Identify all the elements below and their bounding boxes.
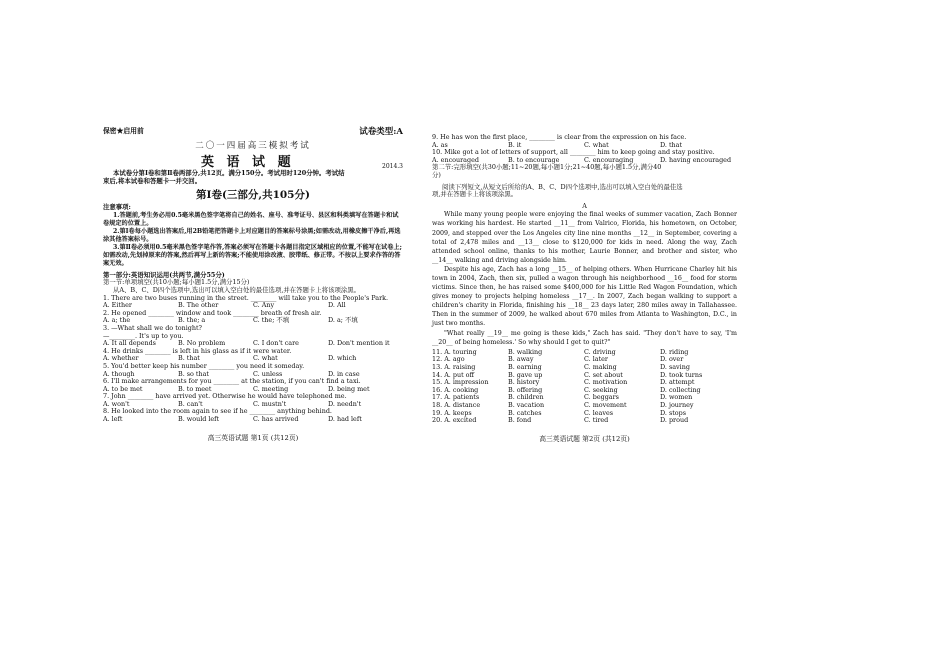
option-d: D. had left [328,415,362,424]
option-b: B. can't [178,399,203,408]
cloze-option-a: 20. A. excited [432,416,477,425]
question-stem-reply: —________. It's up to you. [103,331,184,340]
cloze-option-c: C. driving [584,347,616,356]
option-c: C. what [584,140,609,149]
option-a: A. It all depends [103,339,156,348]
cloze-option-c: C. beggars [584,393,619,402]
question-stem: 8. He looked into the room again to see if he ________ anything behind. [103,407,332,416]
option-b: B. would left [178,415,220,424]
question-2 [103,310,403,325]
option-d: D. a; 不填 [328,316,358,325]
option-d: D. Don't mention it [328,339,390,348]
paper-type-label: 试卷类型:A [359,127,403,137]
question-1 [103,295,403,310]
cloze-option-b: B. earning [508,362,542,371]
option-a: A. to be met [103,384,143,393]
option-b: B. so that [178,369,209,378]
intro-line-1: 本试卷分第Ⅰ卷和第Ⅱ卷两部分,共12页。满分150分。考试用时120分钟。考试结 [113,169,345,177]
option-b: B. that [178,354,200,363]
passage-label: A [582,201,587,210]
cloze-option-d: D. proud [660,416,689,425]
question-stem: 7. John ________ have arrived yet. Otherwise he would have telephoned me. [103,392,347,401]
cloze-option-a: 19. A. keeps [432,408,472,417]
cloze-option-c: C. tired [584,416,609,425]
question-stem: 4. He drinks ________ is left in his glass as if it were water. [103,346,292,355]
option-b: B. to encourage [508,155,560,164]
option-d: D. having encouraged [660,155,732,164]
option-a: A. left [103,415,123,424]
question-stem: 3. —What shall we do tonight? [103,323,202,332]
cloze-option-d: D. riding [660,347,689,356]
cloze-option-c: C. making [584,362,617,371]
passage-paragraph-3: "What really __19__ me going is these kids," Zach has said. "They don't have to say, 'I'm __20__ of being homeless.' So why should I get to quit?" [432,329,737,346]
section1-instructions: 从A、B、C、D四个选项中,选出可以填入空白处的最佳选项,并在答题卡上将该项涂黑。 [113,285,361,294]
option-d: D. that [660,140,683,149]
cloze-option-c: C. seeking [584,385,618,394]
option-c: C. mustn't [253,399,287,408]
passage-paragraph-1: While many young people were enjoying the final weeks of summer vacation, Zach Bonner was working his hardest. He started __11__ from Valrico, Florida, his hometown, on October, 2009, and stepped over the Los Angeles city line nine months __12__ in September, covering a total of 2,478 miles and __13__ close to $120,000 for kids in need. Along the way, Zach attended school online, thanks to his mother, Laurie Bonner, and brother and sister, who __14__ walking and driving alongside him. [432,211,737,264]
cloze-option-c: C. movement [584,400,627,409]
question-4 [103,348,403,363]
option-b: B. The other [178,301,219,310]
exam-page-1 [103,125,403,442]
option-c: C. encouraging [584,155,634,164]
question-stem: 9. He has won the first place, ________ is clear from the expression on his face. [432,133,687,141]
question-options [103,416,403,424]
option-c: C. what [253,354,278,363]
option-b: B. No problem [178,339,226,348]
cloze-option-a: 15. A. impression [432,378,489,387]
section2-title-1: 第二节:完形填空(共30小题;11~20题,每小题1分;21~40题,每小题1.5分,满分40 [432,163,662,172]
question-5 [103,363,403,378]
cloze-option-b: B. catches [508,408,542,417]
cloze-option-b: B. fond [508,416,532,425]
cloze-option-d: D. collecting [660,385,701,394]
question-6 [103,378,403,393]
section1-title: 第一部分:英语知识运用(共两节,满分55分) [103,270,225,279]
option-d: D. All [328,301,346,310]
option-b: B. the; a [178,316,206,325]
cloze-option-b: B. vacation [508,400,545,409]
cloze-option-c: C. motivation [584,378,628,387]
cloze-option-c: C. set about [584,370,623,379]
option-d: D. which [328,354,357,363]
intro-line-2: 束后,将本试卷和答题卡一并交回。 [103,176,202,185]
subject-title: 英 语 试 题 [201,155,295,170]
cloze-option-d: D. women [660,393,693,402]
exam-page-2 [432,134,737,443]
note-3: 3.第Ⅱ卷必须用0.5毫米黑色签字笔作答,答案必须写在答题卡各题目指定区域相应的位置,不能写在试卷上;如需改动,先划掉原来的答案,然后再写上新的答案;不能使用涂改液、胶带纸、修正带。不按以上要求作答的答案无效。 [103,243,402,267]
option-a: A. won't [103,399,130,408]
page-footer: 高三英语试题 第2页 (共12页) [539,434,630,443]
cloze-option-b: B. offering [508,385,543,394]
exam-date: 2014.3 [382,163,403,170]
cloze-option-d: D. journey [660,400,694,409]
question-stem: 1. There are two buses running in the street. ________ will take you to the People's Park. [103,293,389,302]
cloze-option-b: B. history [508,378,540,387]
cloze-option-a: 12. A. ago [432,355,465,364]
cloze-option-d: D. over [660,355,684,364]
exam-title: 二〇一四届高三模拟考试 [195,141,311,151]
option-d: D. needn't [328,399,362,408]
note-2: 2.第Ⅰ卷每小题选出答案后,用2B铅笔把答题卡上对应题目的答案标号涂黑;如需改动,用橡皮擦干净后,再选涂其他答案标号。 [103,227,401,243]
cloze-options [432,349,737,425]
cloze-option-b: B. children [508,393,544,402]
section2-instructions-2: 项,并在答题卡上将该项涂黑。 [432,190,518,199]
question-7 [103,393,403,408]
option-c: C. unless [253,369,283,378]
cloze-option-a: 18. A. distance [432,400,481,409]
option-a: A. a; the [103,316,131,325]
option-c: C. the; 不填 [253,316,290,325]
option-d: D. being met [328,384,370,393]
notes-title: 注意事项: [103,203,131,212]
question-stem: 6. I'll make arrangements for you ________ at the station, if you can't find a taxi. [103,377,361,386]
option-d: D. in case [328,369,360,378]
page-header [103,125,403,137]
option-a: A. Either [103,301,132,310]
section2-instructions-1: 阅读下列短文,从短文后所给的A、B、C、D四个选项中,选出可以填入空白处的最佳选 [442,182,683,191]
cloze-option-b: B. away [508,355,534,364]
note-1: 1.答题前,考生务必用0.5毫米黑色签字笔将自己的姓名、座号、准考证号、县区和科类填写在答题卡和试卷规定的位置上。 [103,211,399,227]
passage-paragraph-2: Despite his age, Zach has a long __15__ of helping others. When Hurricane Charley hit his town in 2004, Zach, then six, pulled a wagon through his neighborhood __16__ food for storm victims. Since then, he has raised some $400,000 for his Little Red Wagon Foundation, which gives money to projects helping homeless __17__. In 2007, Zach began walking to support a children's charity in Florida, finishing his __18__ 23 days later, 280 miles away in Tallahassee. Then in the summer of 2009, he walked about 670 miles from Atlanta to Washington, D.C., in just two months. [432,265,737,328]
question-stem: 10. Mike got a lot of letters of support, all ________ him to keep going and stay positive. [432,148,715,157]
cloze-option-d: D. saving [660,362,690,371]
part1-title: 第Ⅰ卷(三部分,共105分) [196,189,310,202]
option-a: A. though [103,369,135,378]
option-c: C. Any [253,301,275,310]
cloze-option-b: B. gave up [508,370,543,379]
confidential-label: 保密★启用前 [103,127,144,135]
cloze-row [432,417,737,425]
cloze-option-a: 16. A. cooking [432,385,479,394]
option-c: C. meeting [253,384,289,393]
question-3 [103,325,403,348]
cloze-option-d: D. attempt [660,378,695,387]
cloze-option-c: C. later [584,355,608,364]
cloze-option-a: 11. A. touring [432,347,477,356]
option-b: B. it [508,140,522,149]
cloze-option-a: 13. A. raising [432,362,476,371]
page-footer: 高三英语试题 第1页 (共12页) [207,433,299,442]
question-stem: 5. You'd better keep his number ________ you need it someday. [103,361,305,370]
cloze-option-a: 17. A. patients [432,393,480,402]
cloze-option-d: D. stops [660,408,687,417]
option-c: C. I don't care [253,339,299,348]
cloze-option-d: D. took turns [660,370,703,379]
option-c: C. has arrived [253,415,299,424]
question-9 [432,134,737,149]
cloze-option-c: C. leaves [584,408,614,417]
section2-title-2: 分) [432,170,441,179]
option-a: A. encouraged [432,155,479,164]
question-8 [103,408,403,423]
section1-subtitle: 第一节:单项填空(共10小题;每小题1.5分,满分15分) [103,278,250,287]
option-a: A. as [432,140,448,149]
cloze-option-b: B. walking [508,347,543,356]
cloze-option-a: 14. A. put off [432,370,475,379]
question-stem: 2. He opened ________ window and took ________ breath of fresh air. [103,308,322,317]
option-a: A. whether [103,354,139,363]
option-b: B. to meet [178,384,212,393]
